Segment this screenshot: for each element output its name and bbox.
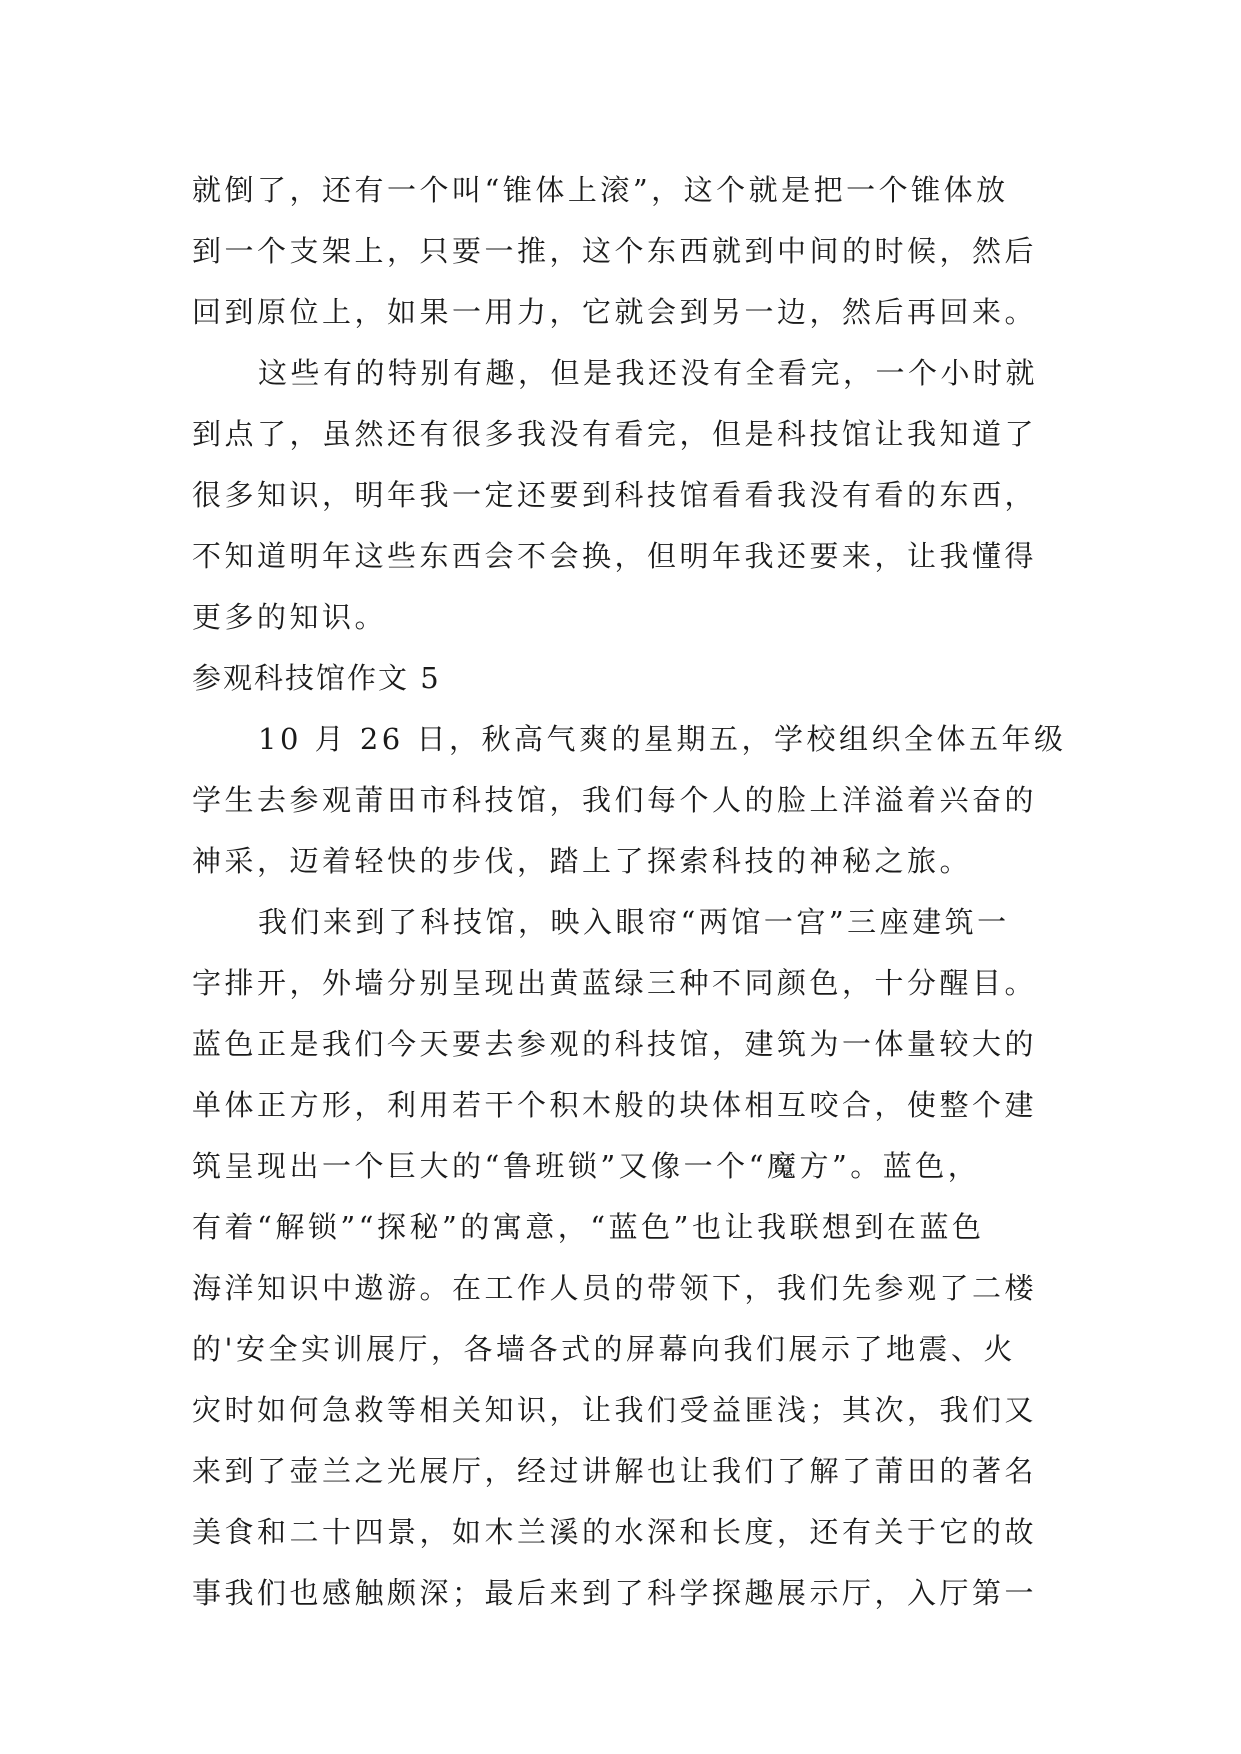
text-line: 神采，迈着轻快的步伐，踏上了探索科技的神秘之旅。 xyxy=(192,844,973,878)
text-line: 的'安全实训展厅，各墙各式的屏幕向我们展示了地震、火 xyxy=(192,1332,1016,1366)
text-line: 美食和二十四景，如木兰溪的水深和长度，还有关于它的故 xyxy=(192,1515,1038,1549)
text-line: 不知道明年这些东西会不会换，但明年我还要来，让我懂得 xyxy=(192,539,1038,573)
text-line: 有着“解锁”“探秘”的寓意，“蓝色”也让我联想到在蓝色 xyxy=(192,1210,985,1244)
section-heading: 参观科技馆作文 5 xyxy=(192,661,441,695)
text-line: 更多的知识。 xyxy=(192,600,388,634)
text-line: 学生去参观莆田市科技馆，我们每个人的脸上洋溢着兴奋的 xyxy=(192,783,1038,817)
text-line: 到点了，虽然还有很多我没有看完，但是科技馆让我知道了 xyxy=(192,417,1038,451)
text-line: 字排开，外墙分别呈现出黄蓝绿三种不同颜色，十分醒目。 xyxy=(192,966,1038,1000)
text-line: 单体正方形，利用若干个积木般的块体相互咬合，使整个建 xyxy=(192,1088,1038,1122)
paragraph-start-line: 10 月 26 日，秋高气爽的星期五，学校组织全体五年级 xyxy=(258,722,1067,756)
text-line: 筑呈现出一个巨大的“鲁班锁”又像一个“魔方”。蓝色， xyxy=(192,1149,981,1183)
text-line: 事我们也感触颇深；最后来到了科学探趣展示厅，入厅第一 xyxy=(192,1576,1038,1610)
text-line: 就倒了，还有一个叫“锥体上滚”，这个就是把一个锥体放 xyxy=(192,173,1009,207)
text-line: 海洋知识中遨游。在工作人员的带领下，我们先参观了二楼 xyxy=(192,1271,1038,1305)
text-line: 灾时如何急救等相关知识，让我们受益匪浅；其次，我们又 xyxy=(192,1393,1038,1427)
document-body xyxy=(192,160,1067,1624)
text-line: 很多知识，明年我一定还要到科技馆看看我没有看的东西， xyxy=(192,478,1038,512)
text-line: 到一个支架上，只要一推，这个东西就到中间的时候，然后 xyxy=(192,234,1038,268)
text-line: 回到原位上，如果一用力，它就会到另一边，然后再回来。 xyxy=(192,295,1038,329)
paragraph-start-line: 我们来到了科技馆，映入眼帘“两馆一宫”三座建筑一 xyxy=(258,905,1010,939)
paragraph-start-line: 这些有的特别有趣，但是我还没有全看完，一个小时就 xyxy=(258,356,1039,390)
text-line: 蓝色正是我们今天要去参观的科技馆，建筑为一体量较大的 xyxy=(192,1027,1038,1061)
text-line: 来到了壶兰之光展厅，经过讲解也让我们了解了莆田的著名 xyxy=(192,1454,1038,1488)
